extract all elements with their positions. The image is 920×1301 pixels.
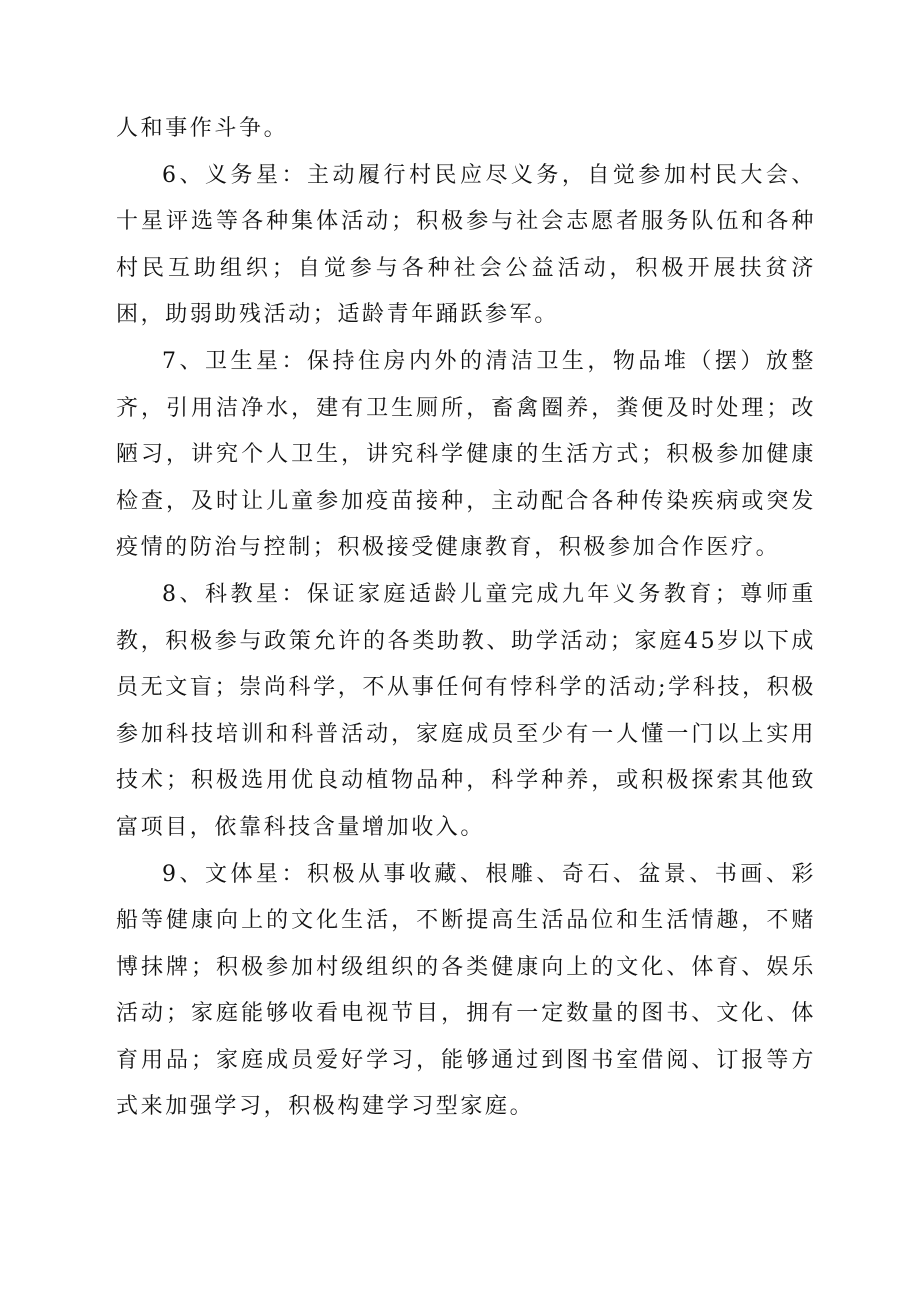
paragraph-item-9-culture-sports-star: 9、文体星：积极从事收藏、根雕、奇石、盆景、书画、彩船等健康向上的文化生活，不断提高生活品位和生活情趣，不赌博抹牌；积极参加村级组织的各类健康向上的文化、体育、娱乐活动；家庭能够收看电视节目，拥有一定数量的图书、文化、体育用品；家庭成员爱好学习，能够通过到图书室借阅、订报等方式来加强学习，积极构建学习型家庭。 <box>116 861 816 1120</box>
paragraph-item-7-hygiene-star: 7、卫生星：保持住房内外的清洁卫生，物品堆（摆）放整齐，引用洁净水，建有卫生厕所，畜禽圈养，粪便及时处理；改陋习，讲究个人卫生，讲究科学健康的生活方式；积极参加健康检查，及时让儿童参加疫苗接种，主动配合各种传染疾病或突发疫情的防治与控制；积极接受健康教育，积极参加合作医疗。 <box>116 348 816 561</box>
paragraph-item-6-duty-star: 6、义务星：主动履行村民应尽义务，自觉参加村民大会、十星评选等各种集体活动；积极参与社会志愿者服务队伍和各种村民互助组织；自觉参与各种社会公益活动，积极开展扶贫济困，助弱助残活动；适龄青年踊跃参军。 <box>116 162 816 328</box>
document-body <box>116 106 816 1131</box>
paragraph-continuation: 人和事作斗争。 <box>116 116 289 141</box>
paragraph-item-8-education-star: 8、科教星：保证家庭适龄儿童完成九年义务教育；尊师重教，积极参与政策允许的各类助教、助学活动；家庭45岁以下成员无文盲；崇尚科学，不从事任何有悖科学的活动;学科技，积极参加科技培训和科普活动，家庭成员至少有一人懂一门以上实用技术；积极选用优良动植物品种，科学种养，或积极探索其他致富项目，依靠科技含量增加收入。 <box>116 581 816 840</box>
